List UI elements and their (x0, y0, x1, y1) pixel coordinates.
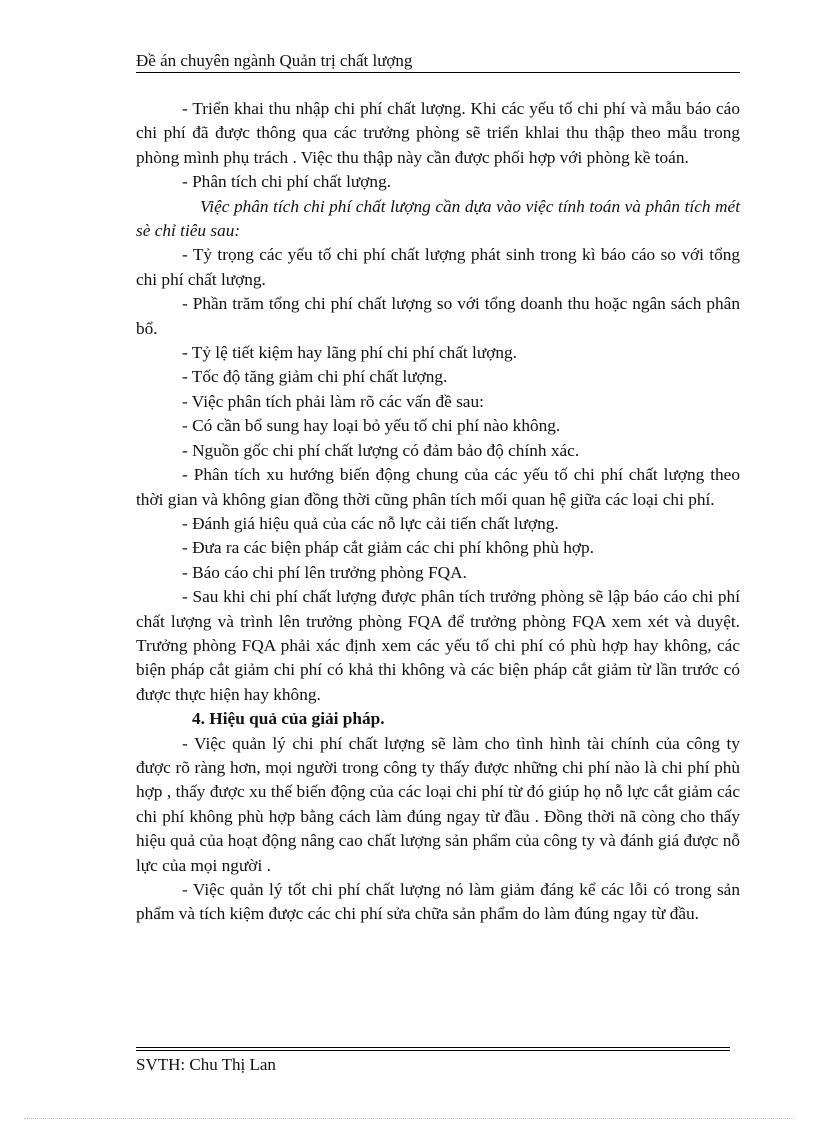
header-rule (136, 72, 740, 73)
footer-rule (136, 1050, 730, 1051)
paragraph: - Đánh giá hiệu quả của các nỗ lực cải tiến chất lượng. (182, 513, 559, 533)
footer-author: SVTH: Chu Thị Lan (136, 1055, 276, 1074)
paragraph-italic: Việc phân tích chi phí chất lượng cần dựa vào việc tính toán và phân tích mét sè chỉ tiêu sau: (136, 196, 740, 241)
document-body (136, 97, 740, 927)
paragraph: - Việc phân tích phải làm rõ các vấn đề sau: (182, 391, 484, 411)
paragraph: - Tỷ lệ tiết kiệm hay lãng phí chi phí chất lượng. (182, 343, 517, 363)
paragraph: - Đưa ra các biện pháp cắt giảm các chi phí không phù hợp. (182, 538, 594, 558)
paragraph: - Nguồn gốc chi phí chất lượng có đảm bảo độ chính xác. (182, 440, 580, 460)
paragraph: - Tỷ trọng các yếu tố chi phí chất lượng phát sinh trong kì báo cáo so với tổng chi phí chất lượng. (136, 245, 740, 289)
paragraph: - Phân tích xu hướng biến động chung của các yếu tố chi phí chất lượng theo thời gian và không gian đồng thời cũng phân tích mối quan hệ giữa các loại chi phí. (136, 465, 740, 509)
page-edge-divider (24, 1118, 794, 1119)
section-heading: 4. Hiệu quả của giải pháp. (192, 709, 385, 729)
page-header-title: Đề án chuyên ngành Quản trị chất lượng (136, 51, 413, 70)
paragraph: - Phần trăm tổng chi phí chất lượng so với tổng doanh thu hoặc ngân sách phân bổ. (136, 294, 740, 338)
paragraph: - Việc quản lý chi phí chất lượng sẽ làm cho tình hình tài chính của công ty được rõ ràng hơn, mọi người trong công ty thấy được những chi phí nào là chi phí phù hợp , thấy được xu thế biến động của các loại chi phí từ đó giúp họ nỗ lực cắt giảm các chi phí không phù hợp bằng cách làm đúng ngay từ đầu . Đồng thời nã còng cho thấy hiệu quả của hoạt động nâng cao chất lượng sản phẩm của công ty và đánh giá được nỗ lực của mọi người . (136, 733, 740, 875)
paragraph: - Triển khai thu nhập chi phí chất lượng. Khi các yếu tố chi phí và mẫu báo cáo chi phí đã được thông qua các trưởng phòng sẽ triển khlai thu thập theo mẫu trong phòng mình phụ trách . Việc thu thập này cần được phối hợp với phòng kề toán. (136, 99, 740, 167)
paragraph: - Báo cáo chi phí lên trưởng phòng FQA. (182, 562, 467, 582)
footer-rule (136, 1047, 730, 1048)
paragraph: - Sau khi chi phí chất lượng được phân tích trưởng phòng sẽ lập báo cáo chi phí chất lượng và trình lên trưởng phòng FQA để trưởng phòng FQA xem xét và duyệt. Trưởng phòng FQA phải xác định xem các yếu tố chi phí có phù hợp hay không, các biện pháp cắt giảm chi phí có khả thi không và các biện pháp cắt giảm từ lần trước có được thực hiện hay không. (136, 587, 740, 704)
paragraph: - Việc quản lý tốt chi phí chất lượng nó làm giảm đáng kể các lỗi có trong sản phẩm và tích kiệm được các chi phí sửa chữa sản phẩm do làm đúng ngay từ đầu. (136, 880, 740, 924)
paragraph: - Có cần bổ sung hay loại bỏ yếu tố chi phí nào không. (182, 416, 561, 436)
paragraph: - Phân tích chi phí chất lượng. (182, 172, 392, 192)
paragraph: - Tốc độ tăng giảm chi phí chất lượng. (182, 367, 448, 387)
